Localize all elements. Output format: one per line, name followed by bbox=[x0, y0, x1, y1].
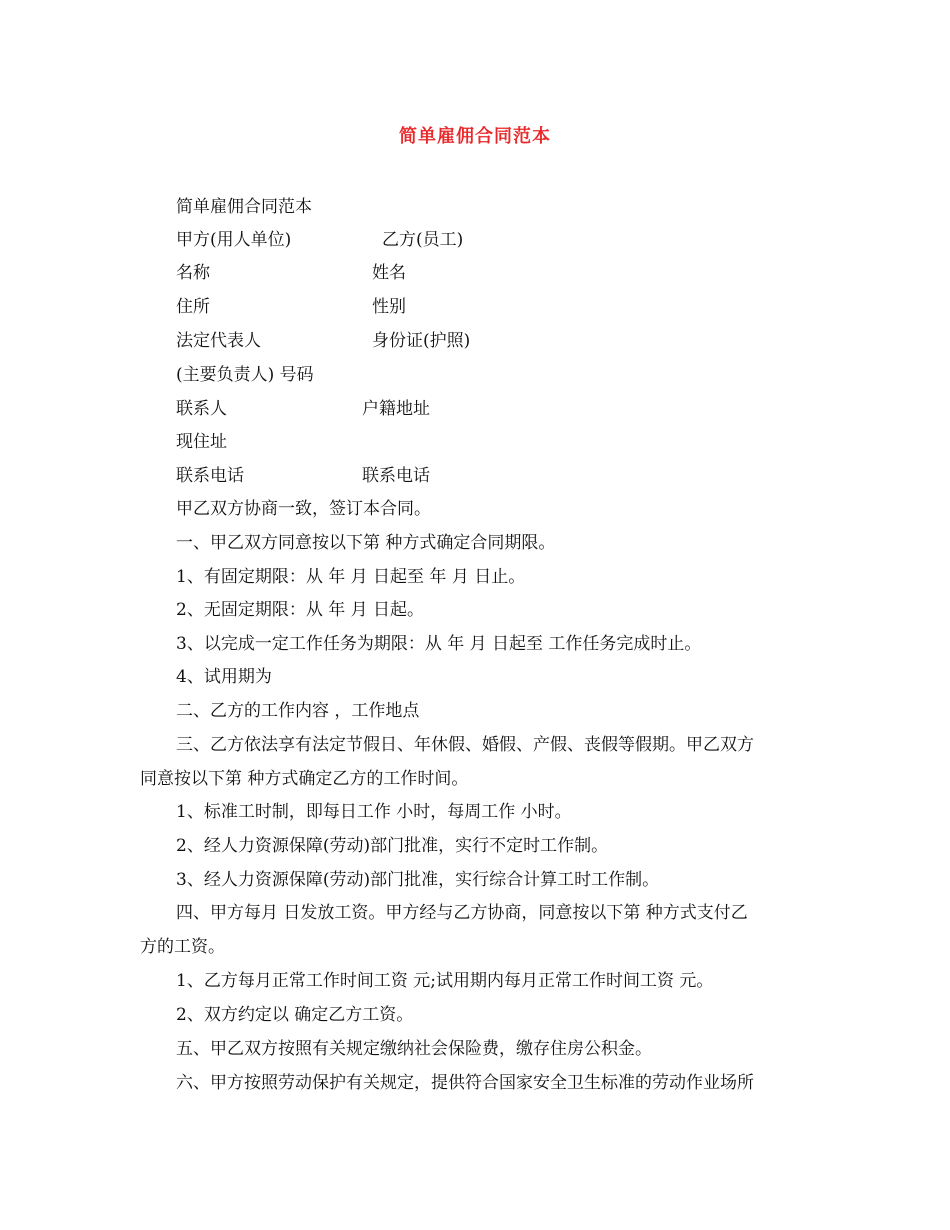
gender-label: 性别 bbox=[372, 297, 406, 317]
clause-1: 一、甲乙双方同意按以下第 种方式确定合同期限。 bbox=[176, 533, 556, 553]
clause-3: 三、乙方依法享有法定节假日、年休假、婚假、产假、丧假等假期。甲乙双方 bbox=[176, 735, 754, 755]
id-card-label: 身份证(护照) bbox=[372, 331, 471, 351]
document-title: 简单雇佣合同范本 bbox=[399, 126, 551, 147]
clause-1-item-4: 4、试用期为 bbox=[176, 667, 272, 687]
clause-1-item-3: 3、以完成一定工作任务为期限：从 年 月 日起至 工作任务完成时止。 bbox=[176, 634, 702, 654]
clause-3-item-3: 3、经人力资源保障(劳动)部门批准，实行综合计算工时工作制。 bbox=[176, 870, 660, 890]
clause-3-continued: 同意按以下第 种方式确定乙方的工作时间。 bbox=[140, 769, 469, 789]
phone-label-a: 联系电话 bbox=[176, 466, 244, 486]
legal-rep-label: 法定代表人 bbox=[176, 331, 261, 351]
clause-4: 四、甲方每月 日发放工资。甲方经与乙方协商，同意按以下第 种方式支付乙 bbox=[176, 903, 748, 923]
address-label: 住所 bbox=[176, 297, 210, 317]
clause-5: 五、甲乙双方按照有关规定缴纳社会保险费，缴存住房公积金。 bbox=[176, 1039, 652, 1059]
clause-3-item-2: 2、经人力资源保障(劳动)部门批准，实行不定时工作制。 bbox=[176, 836, 609, 856]
clause-6: 六、甲方按照劳动保护有关规定，提供符合国家安全卫生标准的劳动作业场所 bbox=[176, 1073, 754, 1093]
clause-4-item-2: 2、双方约定以 确定乙方工资。 bbox=[176, 1005, 414, 1025]
clause-1-item-1: 1、有固定期限：从 年 月 日起至 年 月 日止。 bbox=[176, 567, 526, 587]
party-b-label: 乙方(员工) bbox=[382, 230, 464, 250]
contact-person-label: 联系人 bbox=[176, 399, 227, 419]
party-a-label: 甲方(用人单位) bbox=[176, 230, 292, 250]
name-label: 名称 bbox=[176, 263, 210, 283]
clause-4-item-1: 1、乙方每月正常工作时间工资 元;试用期内每月正常工作时间工资 元。 bbox=[176, 971, 714, 991]
party-header-row bbox=[176, 229, 291, 251]
agreement-line: 甲乙双方协商一致，签订本合同。 bbox=[176, 499, 431, 519]
current-address-label: 现住址 bbox=[176, 432, 227, 452]
phone-label-b: 联系电话 bbox=[362, 466, 430, 486]
contract-subtitle: 简单雇佣合同范本 bbox=[176, 197, 312, 217]
household-address-label: 户籍地址 bbox=[362, 399, 430, 419]
employee-name-label: 姓名 bbox=[372, 263, 406, 283]
clause-2: 二、乙方的工作内容 ，工作地点 bbox=[176, 701, 420, 721]
clause-4-continued: 方的工资。 bbox=[140, 937, 225, 957]
principal-number-line: (主要负责人) 号码 bbox=[176, 365, 314, 385]
clause-1-item-2: 2、无固定期限：从 年 月 日起。 bbox=[176, 600, 425, 620]
clause-3-item-1: 1、标准工时制，即每日工作 小时，每周工作 小时。 bbox=[176, 802, 572, 822]
